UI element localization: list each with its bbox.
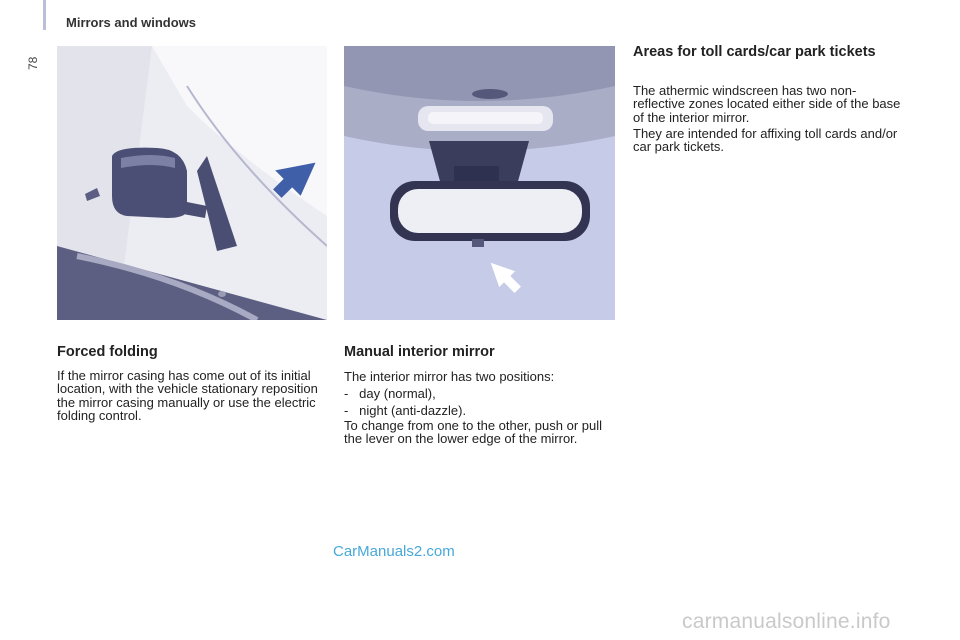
toll-areas-heading: Areas for toll cards/car park tickets	[633, 44, 876, 60]
manual-mirror-item-night: - night (anti-dazzle).	[344, 403, 467, 418]
page-number: 78	[26, 56, 40, 70]
watermark-carmanuals2[interactable]: CarManuals2.com	[333, 543, 455, 560]
exterior-mirror-illustration	[57, 46, 327, 320]
manual-mirror-item-day: - day (normal),	[344, 386, 436, 401]
sidebar-accent-line	[43, 0, 46, 30]
toll-areas-text-1: The athermic windscreen has two non-reflective zones located either side of the base of the interior mirror.	[633, 83, 901, 125]
section-title: Mirrors and windows	[66, 15, 197, 30]
interior-mirror-illustration	[344, 46, 615, 320]
forced-folding-heading: Forced folding	[57, 344, 158, 360]
watermark-carmanualsonline: carmanualsonline.info	[682, 610, 891, 633]
manual-mirror-text: To change from one to the other, push or pull the lever on the lower edge of the mirror.	[344, 418, 603, 447]
manual-mirror-heading: Manual interior mirror	[344, 344, 495, 360]
toll-areas-text-2: They are intended for affixing toll cards and/or car park tickets.	[633, 126, 898, 155]
forced-folding-text: If the mirror casing has come out of its initial location, with the vehicle stationary reposition the mirror casing manually or use the electric folding control.	[57, 368, 318, 424]
manual-mirror-intro: The interior mirror has two positions:	[344, 369, 555, 384]
